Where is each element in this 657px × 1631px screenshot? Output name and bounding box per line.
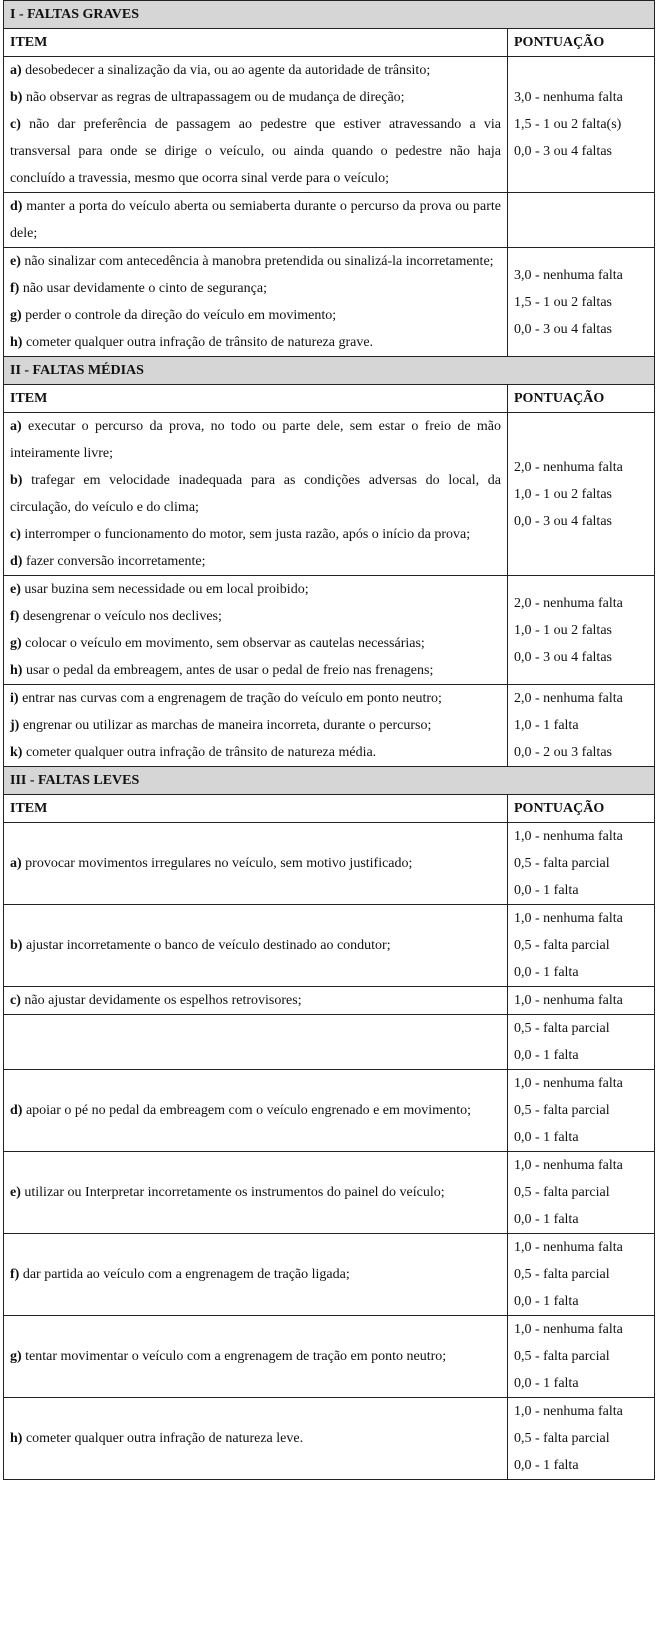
item-key: f): [10, 609, 20, 624]
item-key: d): [10, 554, 23, 569]
item-line: [10, 275, 501, 302]
score-line: 0,0 - 3 ou 4 faltas: [514, 321, 612, 337]
item-key: h): [10, 663, 23, 678]
item-text: tentar movimentar o veículo com a engrenagem de tração em ponto neutro;: [21, 1349, 447, 1364]
table-row: [4, 193, 655, 248]
item-line: [10, 1425, 501, 1452]
score-line: 2,0 - nenhuma falta: [514, 459, 623, 475]
item-text: não usar devidamente o cinto de segurança;: [19, 281, 267, 296]
item-line: [10, 987, 501, 1014]
score-line: 1,0 - nenhuma falta: [514, 993, 623, 1008]
score-line: 0,0 - 3 ou 4 faltas: [514, 513, 612, 529]
score-line: 1,0 - 1 falta: [514, 718, 579, 733]
item-cell: [4, 1316, 508, 1398]
item-key: a): [10, 419, 22, 434]
item-text: não observar as regras de ultrapassagem ou de mudança de direção;: [22, 90, 405, 105]
score-line: 0,0 - 1 falta: [514, 1376, 579, 1391]
item-cell: [4, 57, 508, 193]
item-key: e): [10, 1185, 21, 1200]
score-line: 0,5 - falta parcial: [514, 938, 610, 953]
section-title: III - FALTAS LEVES: [4, 767, 655, 795]
item-key: k): [10, 745, 23, 760]
item-line: [10, 1179, 501, 1206]
item-key: f): [10, 281, 20, 296]
item-line: [10, 739, 501, 766]
score-line: 0,0 - 1 falta: [514, 1458, 579, 1473]
item-line: [10, 685, 501, 712]
score-line: 0,0 - 1 falta: [514, 883, 579, 898]
score-cell: [508, 905, 655, 987]
table-row: [4, 1070, 655, 1152]
item-text: cometer qualquer outra infração de natureza leve.: [22, 1431, 304, 1446]
item-key: a): [10, 856, 22, 871]
header-row: [4, 29, 655, 57]
item-line: [10, 548, 501, 575]
score-line: 1,0 - nenhuma falta: [514, 1076, 623, 1091]
item-text: perder o controle da direção do veículo em movimento;: [21, 308, 337, 323]
item-key: h): [10, 1431, 23, 1446]
item-text: entrar nas curvas com a engrenagem de tração do veículo em ponto neutro;: [18, 691, 442, 706]
item-line: [10, 1343, 501, 1370]
table-row: [4, 248, 655, 357]
score-cell: [508, 1152, 655, 1234]
item-text: utilizar ou Interpretar incorretamente os instrumentos do painel do veículo;: [20, 1185, 445, 1200]
score-line: 1,0 - 1 ou 2 faltas: [514, 622, 612, 638]
item-line: [10, 630, 501, 657]
item-line: [10, 302, 501, 329]
score-cell: [508, 248, 655, 357]
item-key: e): [10, 254, 21, 269]
score-line: 2,0 - nenhuma falta: [514, 595, 623, 611]
table-row: [4, 685, 655, 767]
item-line: [10, 1261, 501, 1288]
item-cell: [4, 987, 508, 1015]
section-row: [4, 767, 655, 795]
item-line: [10, 521, 501, 548]
item-key: c): [10, 993, 21, 1008]
score-line: 0,5 - falta parcial: [514, 1267, 610, 1282]
score-line: 0,5 - falta parcial: [514, 1185, 610, 1200]
score-line: 3,0 - nenhuma falta: [514, 267, 623, 283]
item-key: d): [10, 199, 23, 214]
score-line: 0,0 - 3 ou 4 faltas: [514, 649, 612, 665]
item-text: cometer qualquer outra infração de trânsito de natureza média.: [22, 745, 377, 760]
table-row: [4, 987, 655, 1015]
item-key: j): [10, 718, 20, 733]
item-line: [10, 603, 501, 630]
item-cell: [4, 905, 508, 987]
score-line: 0,5 - falta parcial: [514, 1103, 610, 1118]
item-cell: [4, 248, 508, 357]
item-text: desobedecer a sinalização da via, ou ao agente da autoridade de trânsito;: [21, 63, 431, 78]
faltas-table: [3, 0, 655, 1480]
item-line: [10, 657, 501, 684]
item-text: provocar movimentos irregulares no veículo, sem motivo justificado;: [21, 856, 413, 871]
item-cell: [4, 576, 508, 685]
score-cell: [508, 1398, 655, 1480]
item-key: d): [10, 1103, 23, 1118]
item-line: [10, 57, 501, 84]
score-cell: [508, 413, 655, 576]
score-line: 0,5 - falta parcial: [514, 1431, 610, 1446]
item-text: desengrenar o veículo nos declives;: [19, 609, 222, 624]
item-text: colocar o veículo em movimento, sem observar as cautelas necessárias;: [21, 636, 425, 651]
table-row: [4, 576, 655, 685]
item-line: [10, 576, 501, 603]
table-row: [4, 1015, 655, 1070]
table-row: [4, 1152, 655, 1234]
item-key: c): [10, 527, 21, 542]
item-cell: [4, 413, 508, 576]
score-line: 2,0 - nenhuma falta: [514, 691, 623, 706]
item-cell: [4, 1015, 508, 1070]
header-row: [4, 795, 655, 823]
item-cell: [4, 685, 508, 767]
score-line: 0,0 - 1 falta: [514, 965, 579, 980]
column-header-score: PONTUAÇÃO: [508, 795, 655, 823]
score-cell: [508, 1316, 655, 1398]
item-text: usar o pedal da embreagem, antes de usar o pedal de freio nas frenagens;: [22, 663, 434, 678]
item-key: g): [10, 308, 22, 323]
item-text: interromper o funcionamento do motor, sem justa razão, após o início da prova;: [20, 527, 471, 542]
table-row: [4, 1316, 655, 1398]
score-line: 1,5 - 1 ou 2 faltas: [514, 294, 612, 310]
score-cell: [508, 576, 655, 685]
score-line: 0,0 - 2 ou 3 faltas: [514, 745, 612, 760]
column-header-score: PONTUAÇÃO: [508, 385, 655, 413]
section-row: [4, 357, 655, 385]
item-line: [10, 329, 501, 356]
item-text: não ajustar devidamente os espelhos retrovisores;: [20, 993, 302, 1008]
item-cell: [4, 1070, 508, 1152]
score-cell: [508, 1015, 655, 1070]
column-header-item: ITEM: [4, 29, 508, 57]
item-key: a): [10, 63, 22, 78]
score-line: 1,0 - nenhuma falta: [514, 1322, 623, 1337]
score-line: 3,0 - nenhuma falta: [514, 90, 623, 105]
score-line: 1,5 - 1 ou 2 falta(s): [514, 117, 622, 132]
section-title: II - FALTAS MÉDIAS: [4, 357, 655, 385]
item-text: executar o percurso da prova, no todo ou parte dele, sem estar o freio de mão inteiramente livre;: [10, 419, 501, 461]
item-line: [10, 712, 501, 739]
score-line: 1,0 - nenhuma falta: [514, 1158, 623, 1173]
item-text: dar partida ao veículo com a engrenagem de tração ligada;: [19, 1267, 350, 1282]
item-cell: [4, 193, 508, 248]
item-text: engrenar ou utilizar as marchas de maneira incorreta, durante o percurso;: [19, 718, 432, 733]
section-title: I - FALTAS GRAVES: [4, 1, 655, 29]
item-key: e): [10, 582, 21, 597]
score-cell: [508, 1070, 655, 1152]
score-line: 1,0 - nenhuma falta: [514, 829, 623, 844]
score-line: 0,5 - falta parcial: [514, 856, 610, 871]
item-text: manter a porta do veículo aberta ou semiaberta durante o percurso da prova ou parte dele;: [10, 199, 501, 241]
item-cell: [4, 1234, 508, 1316]
item-line: [10, 467, 501, 521]
item-key: b): [10, 90, 23, 105]
section-row: [4, 1, 655, 29]
score-line: 1,0 - nenhuma falta: [514, 1404, 623, 1419]
item-line: [10, 84, 501, 111]
table-row: [4, 823, 655, 905]
score-line: 0,0 - 1 falta: [514, 1048, 579, 1063]
score-line: 0,0 - 1 falta: [514, 1130, 579, 1145]
table-row: [4, 905, 655, 987]
item-line: [10, 193, 501, 247]
score-cell: [508, 57, 655, 193]
item-cell: [4, 1152, 508, 1234]
item-text: ajustar incorretamente o banco de veículo destinado ao condutor;: [22, 938, 391, 953]
item-key: i): [10, 691, 19, 706]
item-key: g): [10, 1349, 22, 1364]
column-header-item: ITEM: [4, 385, 508, 413]
score-line: 0,0 - 1 falta: [514, 1294, 579, 1309]
item-text: fazer conversão incorretamente;: [22, 554, 206, 569]
score-line: 0,0 - 3 ou 4 faltas: [514, 144, 612, 159]
header-row: [4, 385, 655, 413]
score-cell: [508, 685, 655, 767]
score-line: 0,5 - falta parcial: [514, 1021, 610, 1036]
item-cell: [4, 823, 508, 905]
item-text: apoiar o pé no pedal da embreagem com o veículo engrenado e em movimento;: [22, 1103, 472, 1118]
item-text: não sinalizar com antecedência à manobra pretendida ou sinalizá-la incorretamente;: [20, 254, 494, 269]
item-line: [10, 850, 501, 877]
item-text: usar buzina sem necessidade ou em local proibido;: [20, 582, 309, 597]
item-key: h): [10, 335, 23, 350]
table-row: [4, 1398, 655, 1480]
score-cell: [508, 1234, 655, 1316]
score-cell: [508, 193, 655, 248]
table-row: [4, 57, 655, 193]
item-line: [10, 932, 501, 959]
item-key: g): [10, 636, 22, 651]
item-line: [10, 248, 501, 275]
score-line: 0,5 - falta parcial: [514, 1349, 610, 1364]
item-line: [10, 1097, 501, 1124]
table-row: [4, 1234, 655, 1316]
item-text: trafegar em velocidade inadequada para as condições adversas do local, da circulação, do veículo e do clima;: [10, 473, 501, 515]
score-line: 0,0 - 1 falta: [514, 1212, 579, 1227]
score-line: 1,0 - 1 ou 2 faltas: [514, 486, 612, 502]
item-text: cometer qualquer outra infração de trânsito de natureza grave.: [22, 335, 374, 350]
item-key: f): [10, 1267, 20, 1282]
table-row: [4, 413, 655, 576]
item-line: [10, 413, 501, 467]
item-key: b): [10, 473, 23, 488]
item-cell: [4, 1398, 508, 1480]
item-key: c): [10, 117, 21, 132]
score-cell: [508, 987, 655, 1015]
item-line: [10, 111, 501, 192]
column-header-item: ITEM: [4, 795, 508, 823]
column-header-score: PONTUAÇÃO: [508, 29, 655, 57]
score-line: 1,0 - nenhuma falta: [514, 1240, 623, 1255]
item-key: b): [10, 938, 23, 953]
score-line: 1,0 - nenhuma falta: [514, 911, 623, 926]
item-text: não dar preferência de passagem ao pedestre que estiver atravessando a via transversal para onde se dirige o veículo, ou ainda quando o pedestre não haja concluído a travessia, mesmo que ocorra sinal verde para o veículo;: [10, 117, 501, 186]
score-cell: [508, 823, 655, 905]
